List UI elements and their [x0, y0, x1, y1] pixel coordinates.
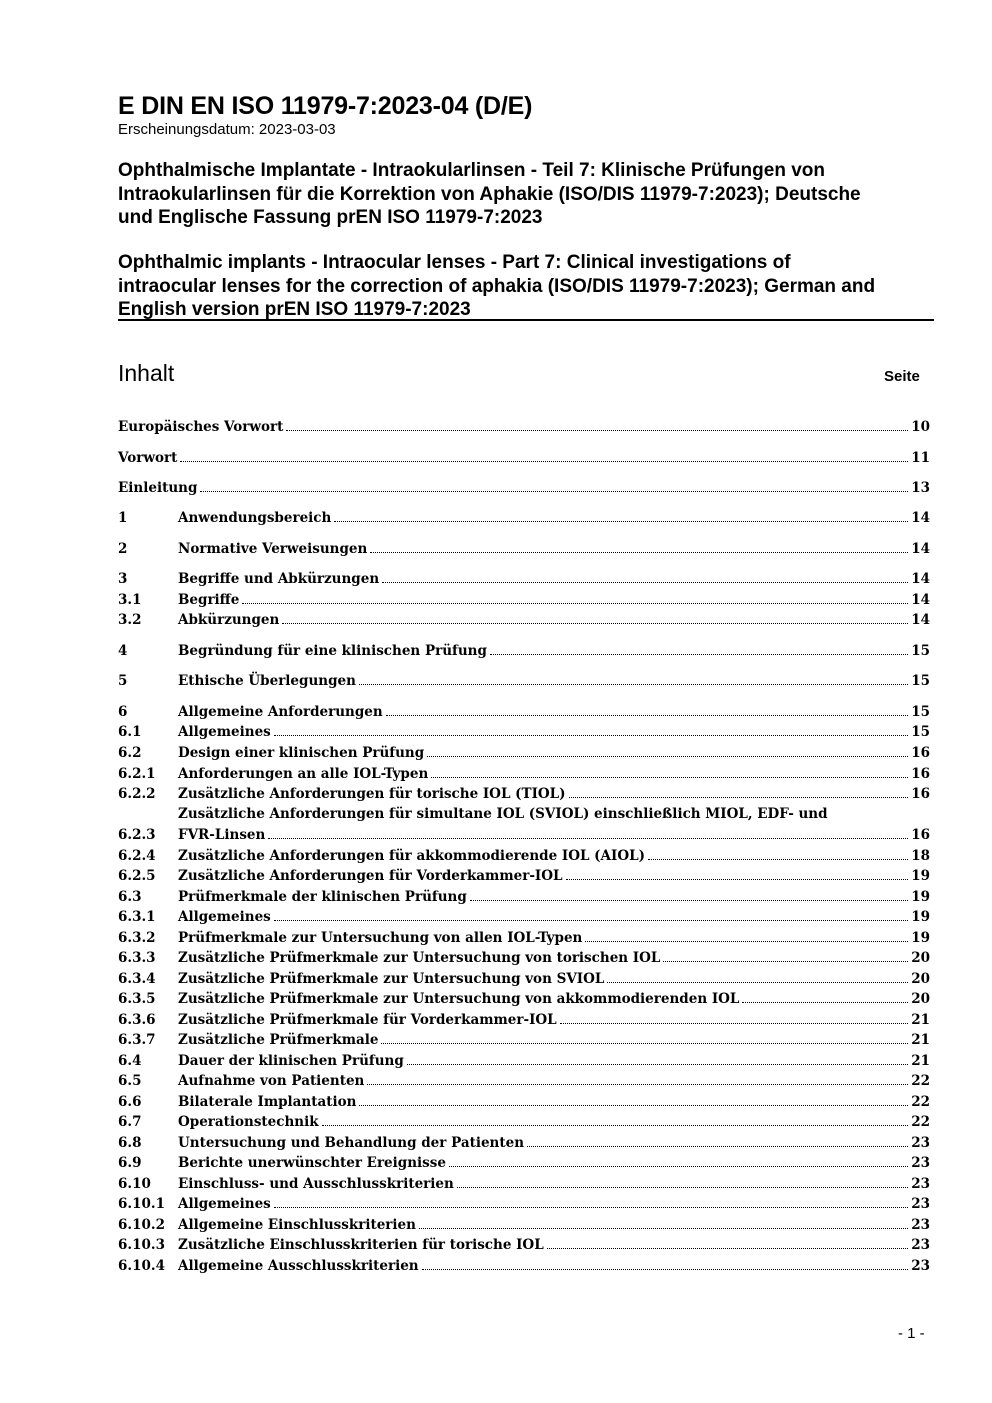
- toc-dot-leader: [566, 878, 909, 880]
- toc-entry[interactable]: [118, 569, 930, 590]
- toc-entry[interactable]: [118, 417, 930, 438]
- toc-entry-number: 6.3.5: [118, 991, 156, 1007]
- toc-entry-label: Allgemeine Einschlusskriterien: [178, 1217, 416, 1233]
- toc-entry-page: 21: [911, 1053, 930, 1069]
- toc-entry-number: 4: [118, 643, 128, 659]
- title-german-line: Ophthalmische Implantate - Intraokularlinsen - Teil 7: Klinische Prüfungen von: [118, 160, 825, 181]
- toc-page-column-label: Seite: [884, 368, 920, 385]
- toc-entry-label: Zusätzliche Prüfmerkmale zur Untersuchung von akkommodierenden IOL: [178, 991, 740, 1007]
- toc-entry-page: 14: [911, 612, 930, 628]
- toc-entry[interactable]: [118, 1235, 930, 1256]
- toc-heading: Inhalt: [118, 360, 175, 386]
- toc-entry[interactable]: [118, 743, 930, 764]
- toc-entry-page: 10: [911, 419, 930, 435]
- toc-entry-number: 2: [118, 541, 128, 557]
- toc-entry-number: 6.2.1: [118, 766, 156, 782]
- toc-entry[interactable]: [118, 610, 930, 631]
- toc-entry-page: 16: [911, 827, 930, 843]
- toc-entry-page: 23: [911, 1237, 930, 1253]
- toc-entry-page: 20: [911, 971, 930, 987]
- toc-entry-label: Begriffe: [178, 592, 240, 608]
- toc-dot-leader: [419, 1227, 908, 1229]
- toc-entry-number: 6.3.6: [118, 1012, 156, 1028]
- toc-entry-number: 6.3.7: [118, 1032, 156, 1048]
- toc-entry-label: Zusätzliche Einschlusskriterien für torische IOL: [178, 1237, 544, 1253]
- toc-entry-number: 6.10: [118, 1176, 151, 1192]
- toc-entry-label: Zusätzliche Anforderungen für akkommodierende IOL (AIOL): [178, 848, 645, 864]
- toc-entry[interactable]: [118, 590, 930, 611]
- title-english-line: Ophthalmic implants - Intraocular lenses - Part 7: Clinical investigations of: [118, 252, 791, 273]
- toc-entry-number: 6.10.3: [118, 1237, 165, 1253]
- toc-entry-label: Abkürzungen: [178, 612, 280, 628]
- toc-entry-label: Allgemeines: [178, 724, 271, 740]
- toc-entry-number: 6.3.1: [118, 909, 156, 925]
- toc-entry[interactable]: [118, 989, 930, 1010]
- toc-entry-page: 20: [911, 991, 930, 1007]
- toc-dot-leader: [449, 1165, 908, 1167]
- toc-entry-label: Allgemeine Ausschlusskriterien: [178, 1258, 419, 1274]
- toc-dot-leader: [527, 1145, 908, 1147]
- toc-entry-number: 6.3.4: [118, 971, 156, 987]
- toc-entry[interactable]: [118, 928, 930, 949]
- toc-entry-label: Zusätzliche Prüfmerkmale: [178, 1032, 379, 1048]
- toc-entry[interactable]: [118, 1256, 930, 1277]
- toc-dot-leader: [180, 460, 908, 462]
- toc-entry-label: Zusätzliche Prüfmerkmale zur Untersuchung von torischen IOL: [178, 950, 661, 966]
- toc-dot-leader: [457, 1186, 908, 1188]
- toc-entry-page: 20: [911, 950, 930, 966]
- toc-dot-leader: [431, 776, 908, 778]
- toc-entry[interactable]: [118, 1194, 930, 1215]
- toc-entry-label: Zusätzliche Anforderungen für torische IOL (TIOL): [178, 786, 566, 802]
- toc-entry-label: Allgemeines: [178, 1196, 271, 1212]
- toc-entry[interactable]: [118, 539, 930, 560]
- toc-dot-leader: [359, 1104, 908, 1106]
- toc-entry-label: Normative Verweisungen: [178, 541, 368, 557]
- toc-entry-number: 6.10.1: [118, 1196, 165, 1212]
- toc-entry[interactable]: [118, 1092, 930, 1113]
- toc-dot-leader: [648, 858, 908, 860]
- toc-entry-number: 6.2.5: [118, 868, 156, 884]
- toc-dot-leader: [470, 899, 908, 901]
- toc-entry-number: 6.10.4: [118, 1258, 165, 1274]
- toc-dot-leader: [274, 919, 908, 921]
- toc-dot-leader: [407, 1063, 908, 1065]
- toc-entry-page: 19: [911, 889, 930, 905]
- toc-entry-label: Dauer der klinischen Prüfung: [178, 1053, 404, 1069]
- toc-entry[interactable]: [118, 448, 930, 469]
- toc-entry-label: Berichte unerwünschter Ereignisse: [178, 1155, 446, 1171]
- toc-entry-label: Design einer klinischen Prüfung: [178, 745, 425, 761]
- toc-entry-page: 14: [911, 510, 930, 526]
- toc-entry[interactable]: [118, 508, 930, 529]
- toc-entry-number: 5: [118, 673, 128, 689]
- toc-entry-page: 23: [911, 1196, 930, 1212]
- toc-entry-page: 19: [911, 930, 930, 946]
- toc-entry-label: Europäisches Vorwort: [118, 419, 284, 435]
- toc-entry-page: 23: [911, 1135, 930, 1151]
- toc-entry-page: 22: [911, 1114, 930, 1130]
- toc-entry-number: 6.3.2: [118, 930, 156, 946]
- toc-entry-page: 23: [911, 1217, 930, 1233]
- toc-entry-page: 11: [911, 450, 930, 466]
- toc-entry[interactable]: [118, 1133, 930, 1154]
- toc-dot-leader: [422, 1268, 909, 1270]
- toc-entry-label: Einleitung: [118, 480, 198, 496]
- toc-entry-number: 3: [118, 571, 128, 587]
- toc-entry-page: 16: [911, 766, 930, 782]
- toc-entry-page: 16: [911, 786, 930, 802]
- toc-entry-number: 6.2.4: [118, 848, 156, 864]
- toc-entry-number: 6.9: [118, 1155, 142, 1171]
- toc-entry-number: 6.2.3: [118, 827, 156, 843]
- toc-dot-leader: [370, 551, 908, 553]
- toc-dot-leader: [334, 520, 908, 522]
- toc-entry[interactable]: [118, 784, 930, 805]
- toc-entry-page: 15: [911, 724, 930, 740]
- toc-entry[interactable]: [118, 641, 930, 662]
- toc-entry-page: 22: [911, 1094, 930, 1110]
- toc-entry-number: 6.10.2: [118, 1217, 165, 1233]
- toc-entry-label: Vorwort: [118, 450, 178, 466]
- toc-entry-page: 23: [911, 1258, 930, 1274]
- toc-entry-label: Einschluss- und Ausschlusskriterien: [178, 1176, 454, 1192]
- toc-entry[interactable]: [118, 1215, 930, 1236]
- toc-entry-page: 22: [911, 1073, 930, 1089]
- toc-entry-page: 18: [911, 848, 930, 864]
- toc-entry-label: Untersuchung und Behandlung der Patienten: [178, 1135, 525, 1151]
- toc-dot-leader: [663, 960, 908, 962]
- toc-dot-leader: [585, 940, 908, 942]
- toc-dot-leader: [560, 1022, 909, 1024]
- toc-entry-label: Begriffe und Abkürzungen: [178, 571, 380, 587]
- toc-entry[interactable]: [118, 907, 930, 928]
- toc-entry-number: 6.3.3: [118, 950, 156, 966]
- toc-entry[interactable]: [118, 1010, 930, 1031]
- toc-entry[interactable]: [118, 1030, 930, 1051]
- toc-entry-page: 15: [911, 643, 930, 659]
- title-german-line: und Englische Fassung prEN ISO 11979-7:2023: [118, 207, 543, 228]
- title-english: [118, 251, 934, 322]
- title-english-line: intraocular lenses for the correction of aphakia (ISO/DIS 11979-7:2023); German and: [118, 275, 876, 297]
- toc-entry-page: 23: [911, 1176, 930, 1192]
- toc-entry-label: Allgemeines: [178, 909, 271, 925]
- toc-dot-leader: [359, 683, 908, 685]
- toc-entry[interactable]: [118, 478, 930, 499]
- toc-entry-page: 14: [911, 571, 930, 587]
- toc-entry[interactable]: [118, 1112, 930, 1133]
- toc-entry-number: 1: [118, 510, 128, 526]
- toc-entry-number: 6.7: [118, 1114, 142, 1130]
- toc-entry[interactable]: [118, 969, 930, 990]
- toc-entry-number: 6.5: [118, 1073, 142, 1089]
- toc-entry-label: Bilaterale Implantation: [178, 1094, 357, 1110]
- toc-dot-leader: [274, 1206, 908, 1208]
- toc-entry-label: Anforderungen an alle IOL-Typen: [178, 766, 429, 782]
- toc-entry-page: 21: [911, 1012, 930, 1028]
- toc-dot-leader: [547, 1247, 909, 1249]
- toc-entry[interactable]: [118, 1153, 930, 1174]
- toc-entry[interactable]: [118, 1051, 930, 1072]
- toc-entry[interactable]: [118, 846, 930, 867]
- toc-entry[interactable]: [118, 722, 930, 743]
- toc-dot-leader: [274, 734, 908, 736]
- toc-entry[interactable]: [118, 866, 930, 887]
- toc-entry-number: 3.1: [118, 592, 142, 608]
- toc-entry[interactable]: [118, 1071, 930, 1092]
- toc-entry-page: 14: [911, 592, 930, 608]
- toc-entry-number: 6.1: [118, 724, 142, 740]
- document-code: E DIN EN ISO 11979-7:2023-04 (D/E): [118, 92, 533, 120]
- toc-dot-leader: [607, 981, 908, 983]
- toc-entry-number: 6.2: [118, 745, 142, 761]
- toc-entry-page: 15: [911, 704, 930, 720]
- toc-dot-leader: [200, 490, 908, 492]
- toc-entry-number: 6.8: [118, 1135, 142, 1151]
- toc-dot-leader: [382, 581, 908, 583]
- toc-dot-leader: [282, 622, 908, 624]
- toc-entry[interactable]: [118, 1174, 930, 1195]
- toc-entry[interactable]: [118, 887, 930, 908]
- toc-entry-label: FVR-Linsen: [178, 827, 266, 843]
- toc-entry-label: Begründung für eine klinischen Prüfung: [178, 643, 487, 659]
- toc-dot-leader: [742, 1001, 908, 1003]
- toc-entry-label: Zusätzliche Anforderungen für Vorderkammer-IOL: [178, 868, 563, 884]
- toc-dot-leader: [367, 1083, 908, 1085]
- toc-entry-label: Aufnahme von Patienten: [178, 1073, 365, 1089]
- toc-entry[interactable]: [118, 671, 930, 692]
- publication-date: Erscheinungsdatum: 2023-03-03: [118, 121, 336, 138]
- toc-dot-leader: [569, 796, 909, 798]
- toc-entry-number: 6.4: [118, 1053, 142, 1069]
- toc-entry-page: 14: [911, 541, 930, 557]
- toc-entry-label: Zusätzliche Prüfmerkmale für Vorderkammer-IOL: [178, 1012, 557, 1028]
- toc-entry-page: 23: [911, 1155, 930, 1171]
- toc-entry-label: Prüfmerkmale zur Untersuchung von allen IOL-Typen: [178, 930, 583, 946]
- header-divider: [118, 319, 934, 321]
- toc-entry-label: Allgemeine Anforderungen: [178, 704, 383, 720]
- toc-entry-page: 15: [911, 673, 930, 689]
- toc-entry[interactable]: [118, 702, 930, 723]
- title-german-line: Intraokularlinsen für die Korrektion von Aphakie (ISO/DIS 11979-7:2023); Deutsche: [118, 183, 861, 205]
- toc-entry-label: Ethische Überlegungen: [178, 673, 356, 689]
- toc-entry-label-first-line: Zusätzliche Anforderungen für simultane IOL (SVIOL) einschließlich MIOL, EDF- und: [178, 806, 828, 822]
- toc-entry-number: 6.3: [118, 889, 142, 905]
- toc-entry-label: Zusätzliche Prüfmerkmale zur Untersuchung von SVIOL: [178, 971, 605, 987]
- toc-entry-page: 13: [911, 480, 930, 496]
- title-german: [118, 159, 934, 230]
- toc-entry-page: 16: [911, 745, 930, 761]
- toc-entry-page: 21: [911, 1032, 930, 1048]
- toc-entry[interactable]: [118, 764, 930, 785]
- toc-entry-number: 6.6: [118, 1094, 142, 1110]
- toc-entry[interactable]: [118, 825, 930, 846]
- page-number: - 1 -: [898, 1325, 925, 1342]
- toc-dot-leader: [427, 755, 908, 757]
- toc-entry-label: Prüfmerkmale der klinischen Prüfung: [178, 889, 467, 905]
- toc-entry-number: 6: [118, 704, 128, 720]
- toc-dot-leader: [268, 837, 908, 839]
- toc-entry-label: Operationstechnik: [178, 1114, 319, 1130]
- toc-entry-page: 19: [911, 868, 930, 884]
- toc-dot-leader: [381, 1042, 908, 1044]
- toc-entry-label: Anwendungsbereich: [178, 510, 332, 526]
- toc-dot-leader: [386, 714, 909, 716]
- toc-entry-number: 6.2.2: [118, 786, 156, 802]
- toc-dot-leader: [322, 1124, 909, 1126]
- toc-dot-leader: [286, 429, 908, 431]
- toc-entry[interactable]: [118, 948, 930, 969]
- title-english-line: English version prEN ISO 11979-7:2023: [118, 299, 471, 320]
- toc-dot-leader: [242, 602, 908, 604]
- toc-entry-number: 3.2: [118, 612, 142, 628]
- toc-dot-leader: [490, 653, 908, 655]
- toc-entry-page: 19: [911, 909, 930, 925]
